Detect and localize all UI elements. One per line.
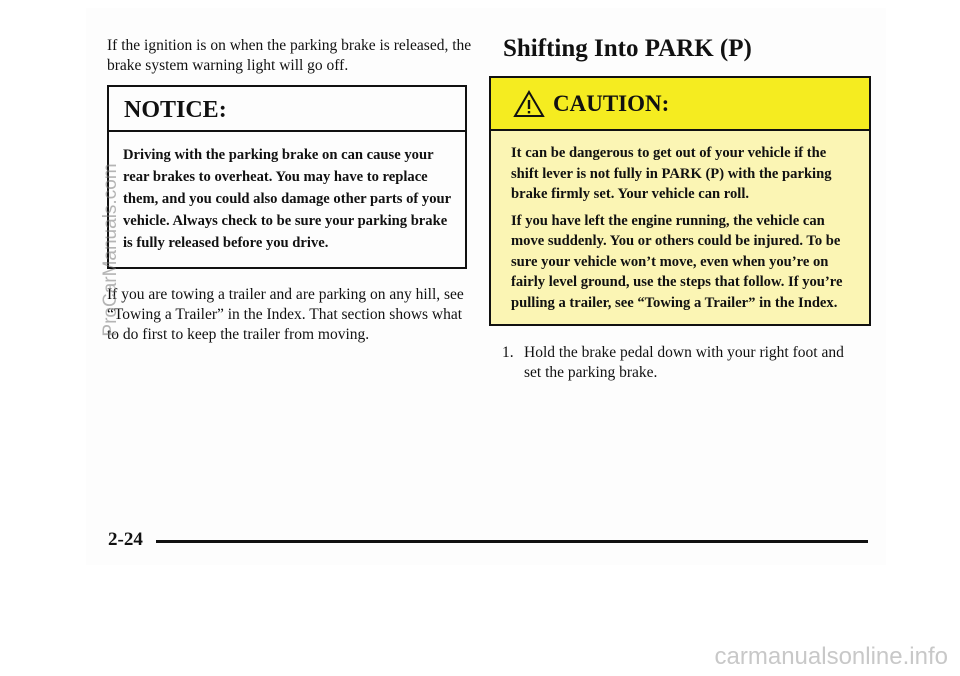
site-watermark: carmanualsonline.info [714,643,948,670]
section-title: Shifting Into PARK (P) [503,35,752,62]
notice-heading: NOTICE: [109,87,465,132]
step-item [502,343,862,383]
caution-box [489,76,871,326]
caution-heading: CAUTION: [553,90,670,116]
caution-paragraph: If you have left the engine running, the vehicle can move suddenly. You or others could be injured. To be sure your vehicle won’t move, even when you’re on fairly level ground, use the steps that follow. If you’re pulling a trailer, see “Towing a Trailer” in the Index. [511,212,843,311]
warning-triangle-icon [513,90,545,118]
page-number: 2-24 [108,529,143,550]
side-watermark [96,100,126,400]
notice-box [107,85,467,269]
caution-paragraph: It can be dangerous to get out of your vehicle if the shift lever is not fully in PARK (P) with the parking brake firmly set. Your vehicle can roll. [511,145,832,202]
step-text: Hold the brake pedal down with your right foot and set the parking brake. [524,344,844,381]
caution-header [491,78,869,131]
page-footer [108,528,868,552]
side-watermark-text: ProCarManuals.com [100,163,121,337]
caution-body [491,131,869,326]
parking-brake-intro-text: If the ignition is on when the parking brake is released, the brake system warning light will go off. [107,37,472,74]
towing-trailer-text: If you are towing a trailer and are parking on any hill, see “Towing a Trailer” in the Index. That section shows what to do first to keep the trailer from moving. [107,286,464,343]
notice-body: Driving with the parking brake on can cause your rear brakes to overheat. You may have to replace them, and you could also damage other parts of your vehicle. Always check to be sure your parking brake is fully released before you drive. [123,147,451,251]
footer-rule [156,540,868,543]
step-number: 1. [502,344,514,361]
